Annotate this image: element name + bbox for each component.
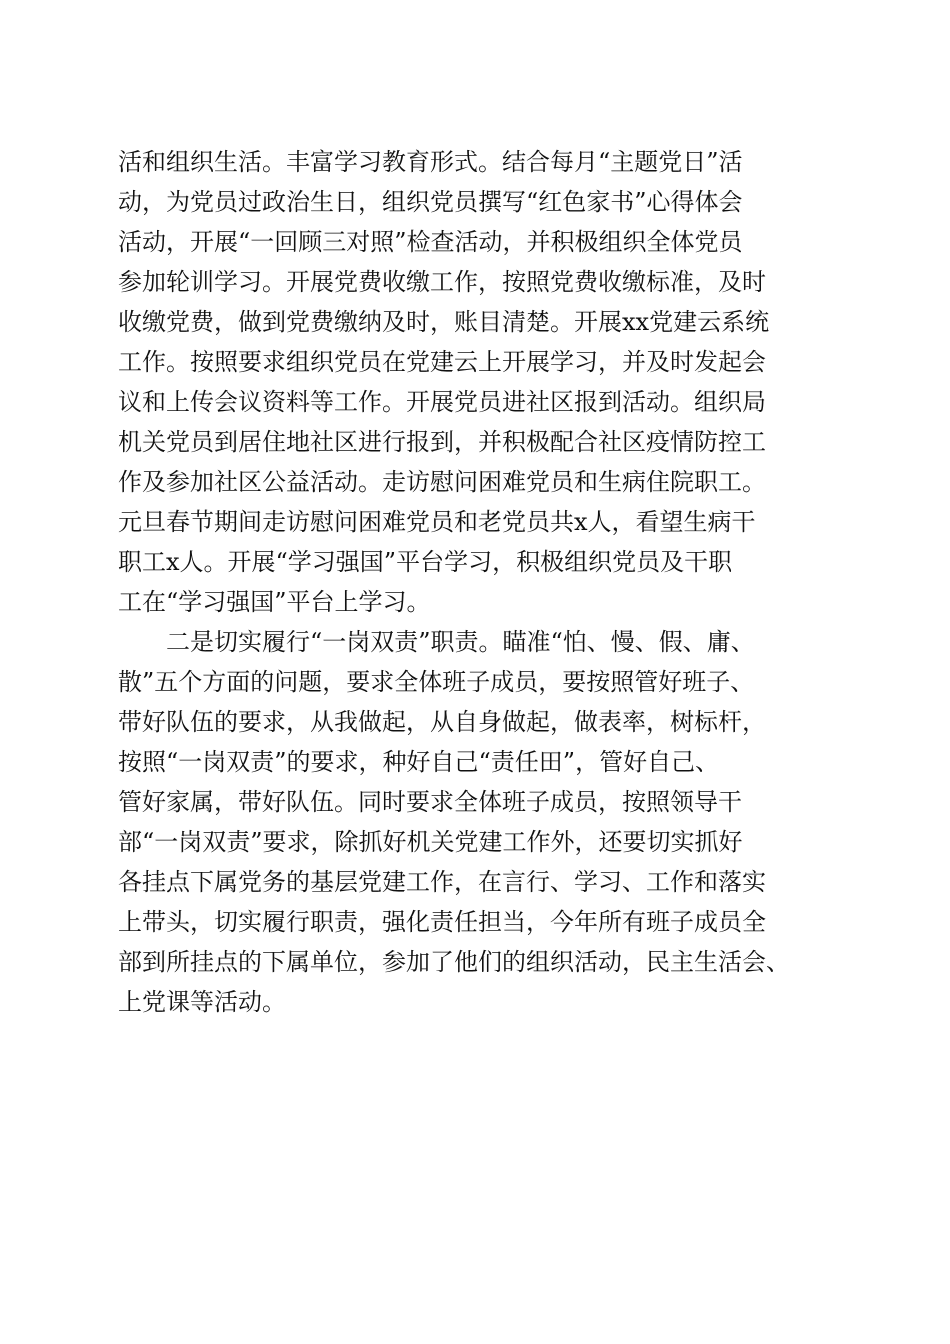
text-line: 部“一岗双责”要求，除抓好机关党建工作外，还要切实抓好 [118, 828, 743, 856]
text-line: 上带头，切实履行职责，强化责任担当，今年所有班子成员全 [118, 908, 766, 936]
text-line: 活和组织生活。丰富学习教育形式。结合每月“主题党日”活 [118, 148, 743, 176]
text-line: 收缴党费，做到党费缴纳及时，账目清楚。开展xx党建云系统 [118, 308, 770, 336]
text-line: 管好家属，带好队伍。同时要求全体班子成员，按照领导干 [118, 788, 742, 816]
text-line: 工在“学习强国”平台上学习。 [118, 588, 431, 616]
text-line: 各挂点下属党务的基层党建工作，在言行、学习、工作和落实 [118, 868, 766, 896]
text-line: 动，为党员过政治生日，组织党员撰写“红色家书”心得体会 [118, 188, 743, 216]
text-line: 带好队伍的要求，从我做起，从自身做起，做表率，树标杆， [118, 708, 766, 736]
paragraph-1 [118, 142, 858, 622]
text-line: 元旦春节期间走访慰问困难党员和老党员共x人，看望生病干 [118, 508, 756, 536]
text-line: 工作。按照要求组织党员在党建云上开展学习，并及时发起会 [118, 348, 766, 376]
paragraph-2 [118, 622, 858, 1022]
text-line: 部到所挂点的下属单位，参加了他们的组织活动，民主生活会、 [118, 948, 790, 976]
text-line: 散”五个方面的问题，要求全体班子成员，要按照管好班子、 [118, 668, 755, 696]
text-line: 上党课等活动。 [118, 988, 286, 1016]
document-body [118, 142, 858, 1022]
text-line: 机关党员到居住地社区进行报到，并积极配合社区疫情防控工 [118, 428, 766, 456]
text-line: 二是切实履行“一岗双责”职责。瞄准“怕、慢、假、庸、 [166, 628, 755, 656]
text-line: 参加轮训学习。开展党费收缴工作，按照党费收缴标准，及时 [118, 268, 766, 296]
text-line: 职工x人。开展“学习强国”平台学习，积极组织党员及干职 [118, 548, 733, 576]
text-line: 议和上传会议资料等工作。开展党员进社区报到活动。组织局 [118, 388, 766, 416]
text-line: 作及参加社区公益活动。走访慰问困难党员和生病住院职工。 [118, 468, 766, 496]
text-line: 按照“一岗双责”的要求，种好自己“责任田”，管好自己、 [118, 748, 720, 776]
text-line: 活动，开展“一回顾三对照”检查活动，并积极组织全体党员 [118, 228, 743, 256]
